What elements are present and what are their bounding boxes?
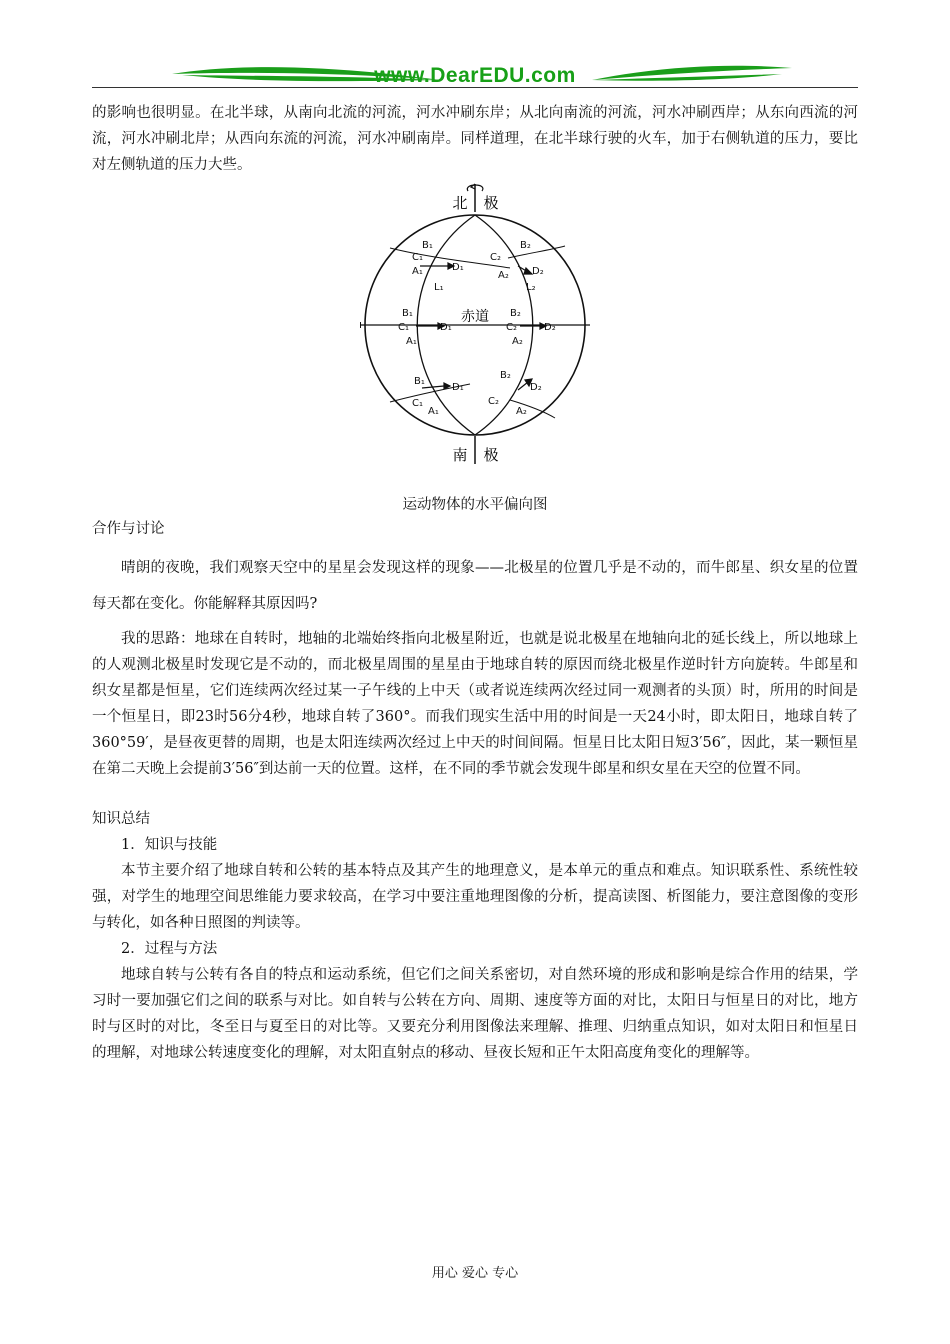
svg-text:B₁: B₁ (422, 240, 433, 251)
discussion-title: 合作与讨论 (92, 521, 165, 537)
svg-text:B₂: B₂ (500, 370, 511, 381)
svg-text:D₂: D₂ (532, 266, 544, 277)
svg-text:B₁: B₁ (402, 308, 413, 319)
svg-text:C₂: C₂ (488, 396, 499, 407)
svg-text:A₂: A₂ (512, 336, 523, 347)
site-logo[interactable]: www.DearEDU.com (374, 64, 576, 87)
page-footer: 用心 爱心 专心 (431, 1266, 519, 1281)
my-thoughts-paragraph: 我的思路：地球在自转时，地轴的北端始终指向北极星附近，也就是说北极星在地轴向北的延长线上，所以地球上的人观测北极星时发现它是不动的，而北极星周围的星星由于地球自转的原因而绕北极星作逆时针方向旋转。牛郎星和织女星都是恒星，它们连续两次经过某一子午线的上中天（或者说连续两次经过同一观测者的头顶）时，所用的时间是一个恒星日，即23时56分4秒，地球自转了360°。而我们现实生活中用的时间是一天24小时，即太阳日，地球自转了360°59′，是昼夜更替的周期，也是太阳连续两次经过上中天的时间间隔。恒星日比太阳日短3′56″，因此，某一颗恒星在第二天晚上会提前3′56″到达前一天的位置。这样，在不同的季节就会发现牛郎星和织女星在天空的位置不同。 (92, 631, 858, 777)
svg-text:A₁: A₁ (406, 336, 417, 347)
svg-text:C₁: C₁ (412, 398, 423, 409)
discussion-question: 晴朗的夜晚，我们观察天空中的星星会发现这样的现象——北极星的位置几乎是不动的，而牛郎星、织女星的位置每天都在变化。你能解释其原因吗? (92, 560, 858, 612)
svg-text:D₂: D₂ (530, 382, 542, 393)
sub1-title: 1．知识与技能 (121, 837, 218, 853)
svg-text:D₁: D₁ (440, 322, 452, 333)
svg-text:A₂: A₂ (516, 406, 527, 417)
sub1-paragraph: 本节主要介绍了地球自转和公转的基本特点及其产生的地理意义，是本单元的重点和难点。知识联系性、系统性较强，对学生的地理空间思维能力要求较高，在学习中要注重地理图像的分析，提高读图、析图能力，要注意图像的变形与转化，如各种日照图的判读等。 (92, 863, 858, 931)
svg-text:C₂: C₂ (506, 322, 517, 333)
north-pole-label-2: 极 (483, 194, 499, 212)
svg-text:C₁: C₁ (398, 322, 409, 333)
svg-text:A₂: A₂ (498, 270, 509, 281)
right-swoosh-decoration (592, 60, 792, 86)
north-pole-label-1: 北 (452, 194, 468, 212)
svg-text:B₂: B₂ (520, 240, 531, 251)
header-rule (92, 87, 858, 88)
summary-title: 知识总结 (92, 811, 150, 827)
svg-text:C₁: C₁ (412, 252, 423, 263)
sub2-paragraph: 地球自转与公转有各自的特点和运动系统，但它们之间关系密切，对自然环境的形成和影响是综合作用的结果，学习时一要加强它们之间的联系与对比。如自转与公转在方向、周期、速度等方面的对比，太阳日与恒星日的对比，地方时与区时的对比，冬至日与夏至日的对比等。又要充分利用图像法来理解、推理、归纳重点知识，如对太阳日和恒星日的理解，对地球公转速度变化的理解，对太阳直射点的移动、昼夜长短和正午太阳高度角变化的理解等。 (92, 967, 858, 1061)
svg-text:A₁: A₁ (412, 266, 423, 277)
page-header (92, 60, 858, 90)
figure-caption: 运动物体的水平偏向图 (402, 497, 548, 513)
svg-text:B₁: B₁ (414, 376, 425, 387)
equator-label: 赤道 (461, 309, 489, 325)
svg-text:A₁: A₁ (428, 406, 439, 417)
svg-text:L₁: L₁ (434, 282, 444, 293)
svg-text:C₂: C₂ (490, 252, 501, 263)
sub2-title: 2．过程与方法 (121, 941, 218, 957)
svg-text:D₂: D₂ (544, 322, 556, 333)
svg-text:L₂: L₂ (526, 282, 536, 293)
deflection-diagram (360, 178, 590, 468)
south-pole-label-1: 南 (452, 446, 468, 464)
svg-text:D₁: D₁ (452, 262, 464, 273)
south-pole-label-2: 极 (483, 446, 499, 464)
intro-paragraph: 的影响也很明显。在北半球，从南向北流的河流，河水冲刷东岸；从北向南流的河流，河水冲刷西岸；从东向西流的河流，河水冲刷北岸；从西向东流的河流，河水冲刷南岸。同样道理，在北半球行驶的火车，加于右侧轨道的压力，要比对左侧轨道的压力大些。 (92, 105, 858, 173)
svg-text:D₁: D₁ (452, 382, 464, 393)
svg-text:B₂: B₂ (510, 308, 521, 319)
